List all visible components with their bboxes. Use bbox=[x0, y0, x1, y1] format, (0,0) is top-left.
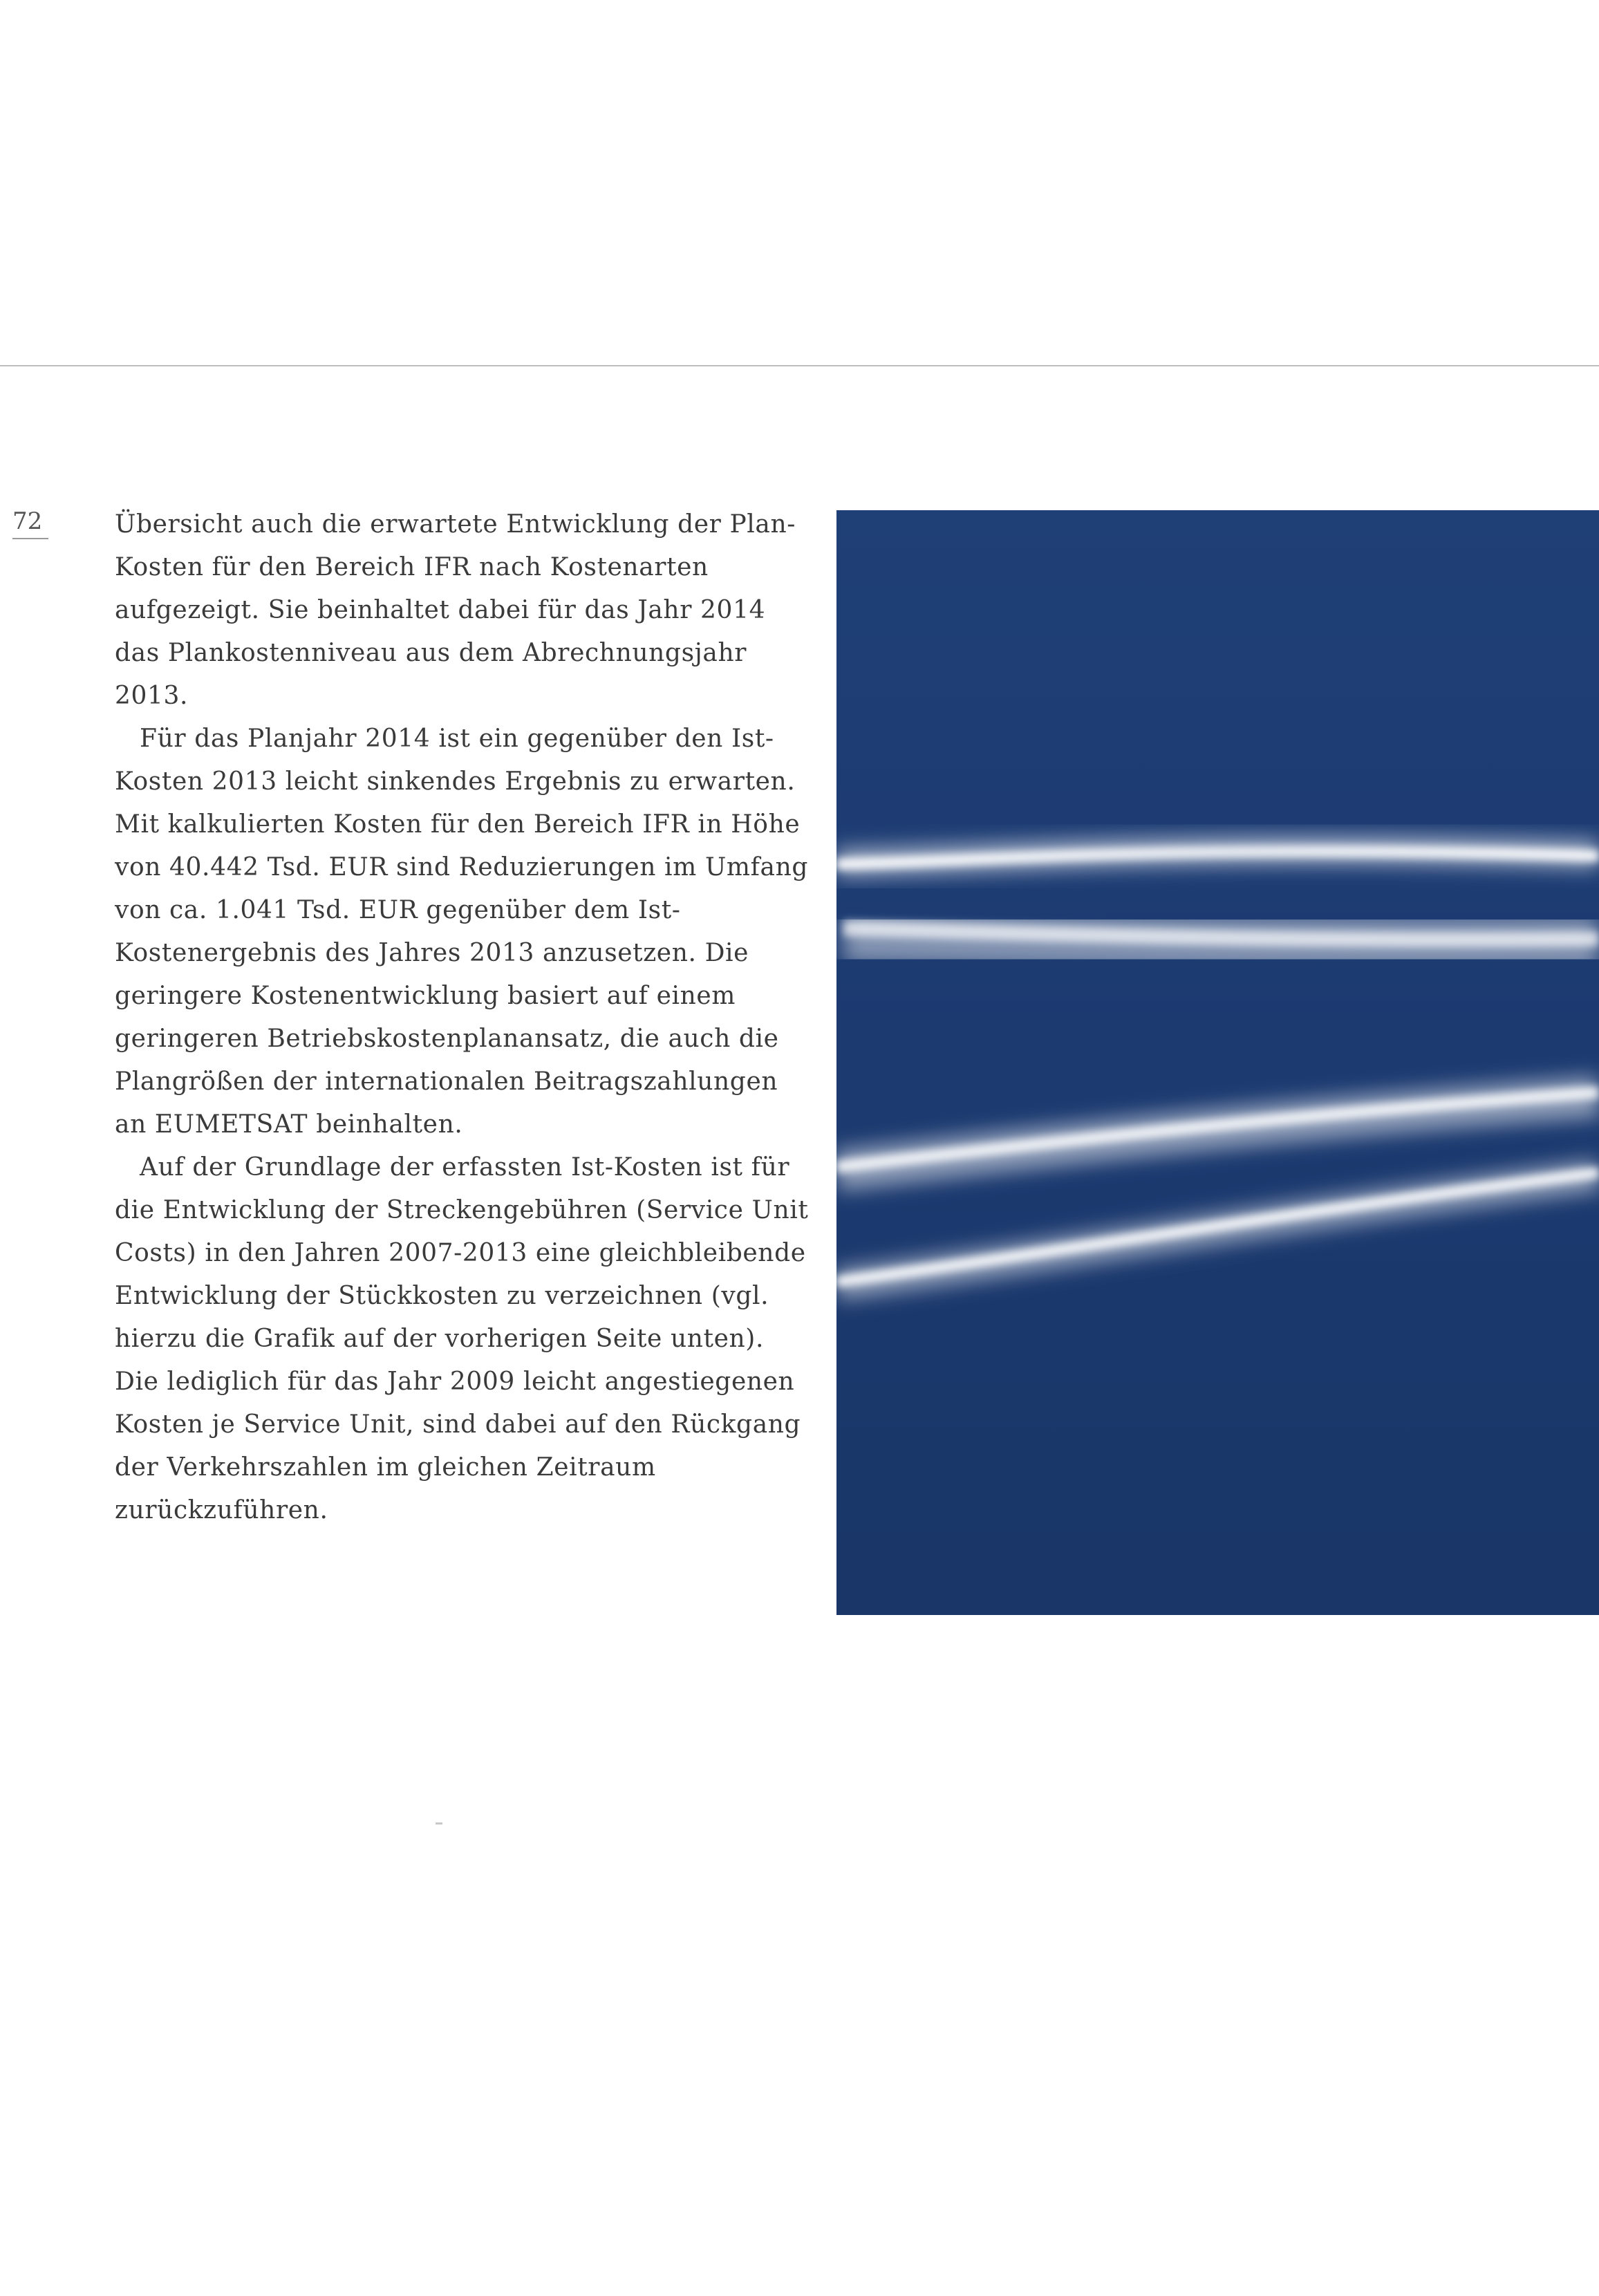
contrail-2 bbox=[843, 928, 1599, 943]
contrail-3 bbox=[836, 1092, 1599, 1170]
body-text-column bbox=[115, 503, 813, 1532]
scan-speck bbox=[436, 1822, 442, 1824]
paragraph-3: Auf der Grundlage der erfassten Ist-Kosten ist für die Entwicklung der Streckengebühren (Service Unit Costs) in den Jahren 2007-2013 eine gleichbleibende Entwicklung der Stückkosten zu verzeichnen (vgl. hierzu die Grafik auf der vorherigen Seite unten). Die lediglich für das Jahr 2009 leicht angestiegenen Kosten je Service Unit, sind dabei auf den Rückgang der Verkehrszahlen im gleichen Zeitraum zurückzuführen. bbox=[115, 1153, 809, 1524]
header-rule bbox=[0, 365, 1599, 366]
contrail-1 bbox=[836, 850, 1599, 864]
paragraph-2: Für das Planjahr 2014 ist ein gegenüber den Ist-Kosten 2013 leicht sinkendes Ergebnis zu erwarten. Mit kalkulierten Kosten für den Bereich IFR in Höhe von 40.442 Tsd. EUR sind Reduzierungen im Umfang von ca. 1.041 Tsd. EUR gegenüber dem Ist-Kostenergebnis des Jahres 2013 anzusetzen. Die geringere Kostenentwicklung basiert auf einem geringeren Betriebskostenplanansatz, die auch die Plangrößen der internationalen Beitragszahlungen an EUMETSAT beinhalten. bbox=[115, 725, 809, 1139]
contrails-photo bbox=[836, 510, 1599, 1615]
page-number: 72 bbox=[12, 507, 48, 539]
contrail-4 bbox=[836, 1173, 1599, 1285]
contrails-illustration bbox=[836, 510, 1599, 1615]
paragraph-1: Übersicht auch die erwartete Entwicklung der Plan-Kosten für den Bereich IFR nach Kostenarten aufgezeigt. Sie beinhaltet dabei für das Jahr 2014 das Plankostenniveau aus dem Abrechnungsjahr 2013. bbox=[115, 510, 796, 710]
